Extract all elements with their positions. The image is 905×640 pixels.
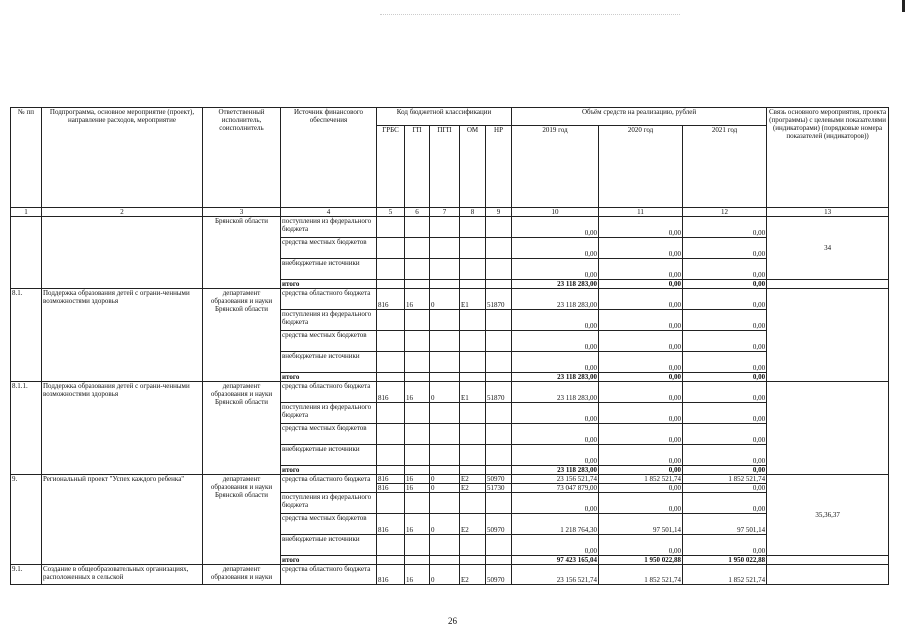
link-cell: 35,36,37: [767, 475, 889, 556]
code-grbs: 816: [377, 475, 405, 484]
total-cell: 23 118 283,00: [512, 466, 599, 475]
value-cell: 0,00: [683, 310, 767, 331]
total-cell: 0,00: [599, 466, 683, 475]
code-gp: 16: [405, 382, 430, 403]
table-row: [11, 565, 889, 585]
total-cell: 1 950 022,88: [599, 556, 683, 565]
header-source: Источник финансового обеспечения: [281, 108, 377, 208]
measure-name: Создание в общеобразовательных организациях, расположенных в сельской: [42, 565, 203, 585]
value-cell: 1 852 521,74: [599, 565, 683, 585]
code-grbs: 816: [377, 382, 405, 403]
code-pgp: 0: [430, 289, 460, 310]
value-cell: 0,00: [599, 352, 683, 373]
source-regional: средства областного бюджета: [281, 382, 377, 403]
code-grbs: 816: [377, 484, 405, 493]
value-cell: 1 218 764,30: [512, 514, 599, 535]
value-cell: 23 118 283,00: [512, 289, 599, 310]
header-np: НР: [486, 126, 512, 208]
code-np: 50970: [486, 514, 512, 535]
code-om: E1: [460, 382, 486, 403]
value-cell: 0,00: [599, 382, 683, 403]
source-local: средства местных бюджетов: [281, 514, 377, 535]
value-cell: 73 047 879,00: [512, 484, 599, 493]
header-num: № пп: [11, 108, 42, 208]
value-cell: 0,00: [512, 259, 599, 280]
measure-name: Поддержка образования детей с ограни-ченными возможностями здоровья: [42, 289, 203, 382]
executor-cell: департамент образования и науки: [203, 565, 281, 585]
value-cell: 0,00: [683, 289, 767, 310]
value-cell: 0,00: [683, 445, 767, 466]
value-cell: 0,00: [512, 403, 599, 424]
code-grbs: 816: [377, 565, 405, 585]
source-federal: поступления из федерального бюджета: [281, 403, 377, 424]
code-pgp: 0: [430, 475, 460, 484]
total-cell: 0,00: [683, 373, 767, 382]
value-cell: 0,00: [683, 493, 767, 514]
code-pgp: 0: [430, 565, 460, 585]
link-cell: 34: [767, 217, 889, 280]
code-gp: 16: [405, 484, 430, 493]
value-cell: 97 501,14: [599, 514, 683, 535]
total-cell: 23 118 283,00: [512, 373, 599, 382]
col-number: 9: [486, 208, 512, 217]
value-cell: 0,00: [683, 259, 767, 280]
code-om: E2: [460, 484, 486, 493]
value-cell: 0,00: [599, 217, 683, 238]
column-numbers-row: [11, 208, 889, 217]
table-row: [11, 217, 889, 238]
value-cell: 0,00: [683, 403, 767, 424]
total-cell: 0,00: [683, 466, 767, 475]
code-pgp: 0: [430, 382, 460, 403]
measure-name: Региональный проект "Успех каждого ребенка": [42, 475, 203, 565]
value-cell: 0,00: [599, 445, 683, 466]
header-om: ОМ: [460, 126, 486, 208]
header-volume: Объём средств на реализацию, рублей: [512, 108, 767, 126]
table-row: [11, 382, 889, 403]
value-cell: 0,00: [512, 535, 599, 556]
value-cell: 0,00: [599, 424, 683, 445]
col-number: 2: [42, 208, 203, 217]
col-number: 13: [767, 208, 889, 217]
source-total: итого: [281, 373, 377, 382]
value-cell: 0,00: [599, 403, 683, 424]
value-cell: 1 852 521,74: [599, 475, 683, 484]
measure-name: Поддержка образования детей с ограни-ченными возможностями здоровья: [42, 382, 203, 475]
row-number: 9.: [11, 475, 42, 565]
source-regional: средства областного бюджета: [281, 475, 377, 493]
header-code: Код бюджетной классификации: [377, 108, 512, 126]
code-np: 51870: [486, 289, 512, 310]
value-cell: 1 852 521,74: [683, 565, 767, 585]
value-cell: 0,00: [512, 424, 599, 445]
code-np: 51870: [486, 382, 512, 403]
source-regional: средства областного бюджета: [281, 565, 377, 585]
total-cell: 0,00: [599, 373, 683, 382]
code-gp: 16: [405, 514, 430, 535]
code-om: E2: [460, 514, 486, 535]
value-cell: 0,00: [599, 289, 683, 310]
value-cell: 0,00: [512, 493, 599, 514]
col-number: 7: [430, 208, 460, 217]
table-row: [11, 475, 889, 484]
executor-cell: департамент образования и науки Брянской области: [203, 289, 281, 382]
source-offbudget: внебюджетные источники: [281, 535, 377, 556]
source-offbudget: внебюджетные источники: [281, 259, 377, 280]
source-federal: поступления из федерального бюджета: [281, 217, 377, 238]
scan-artifact: [380, 14, 680, 17]
source-offbudget: внебюджетные источники: [281, 445, 377, 466]
page-number: 26: [448, 616, 457, 626]
value-cell: 0,00: [683, 484, 767, 493]
value-cell: 23 118 283,00: [512, 382, 599, 403]
col-number: 1: [11, 208, 42, 217]
col-number: 3: [203, 208, 281, 217]
total-cell: 0,00: [599, 280, 683, 289]
value-cell: 0,00: [683, 382, 767, 403]
value-cell: 0,00: [512, 445, 599, 466]
header-grbs: ГРБС: [377, 126, 405, 208]
col-number: 4: [281, 208, 377, 217]
code-np: 51730: [486, 484, 512, 493]
value-cell: 1 852 521,74: [683, 475, 767, 484]
value-cell: 0,00: [512, 352, 599, 373]
total-cell: 97 423 165,04: [512, 556, 599, 565]
header-program: Подпрограмма, основное мероприятие (проект), направление расходов, мероприятие: [42, 108, 203, 208]
header-pgp: ПГП: [430, 126, 460, 208]
value-cell: 0,00: [599, 259, 683, 280]
value-cell: 0,00: [683, 424, 767, 445]
value-cell: 0,00: [599, 331, 683, 352]
col-number: 8: [460, 208, 486, 217]
source-total: итого: [281, 556, 377, 565]
row-number: 8.1.1.: [11, 382, 42, 475]
source-offbudget: внебюджетные источники: [281, 352, 377, 373]
total-cell: 1 950 022,88: [683, 556, 767, 565]
executor-cell: департамент образования и науки Брянской области: [203, 382, 281, 475]
value-cell: 23 156 521,74: [512, 565, 599, 585]
source-local: средства местных бюджетов: [281, 424, 377, 445]
code-pgp: 0: [430, 484, 460, 493]
col-number: 5: [377, 208, 405, 217]
value-cell: 97 501,14: [683, 514, 767, 535]
value-cell: 0,00: [512, 310, 599, 331]
header-2020: 2020 год: [599, 126, 683, 208]
code-gp: 16: [405, 475, 430, 484]
source-federal: поступления из федерального бюджета: [281, 493, 377, 514]
value-cell: 23 156 521,74: [512, 475, 599, 484]
col-number: 6: [405, 208, 430, 217]
col-number: 10: [512, 208, 599, 217]
total-cell: 0,00: [683, 280, 767, 289]
value-cell: 0,00: [512, 217, 599, 238]
col-number: 12: [683, 208, 767, 217]
value-cell: 0,00: [599, 238, 683, 259]
source-total: итого: [281, 280, 377, 289]
code-np: 50970: [486, 475, 512, 484]
header-executor: Ответственный исполнитель, соисполнитель: [203, 108, 281, 208]
code-grbs: 816: [377, 289, 405, 310]
code-grbs: 816: [377, 514, 405, 535]
value-cell: 0,00: [512, 238, 599, 259]
code-gp: 16: [405, 565, 430, 585]
value-cell: 0,00: [683, 331, 767, 352]
executor-cell: Брянской области: [203, 217, 281, 289]
source-local: средства местных бюджетов: [281, 238, 377, 259]
row-number: 8.1.: [11, 289, 42, 382]
code-om: E2: [460, 565, 486, 585]
col-number: 11: [599, 208, 683, 217]
code-gp: 16: [405, 289, 430, 310]
value-cell: 0,00: [683, 535, 767, 556]
header-gp: ГП: [405, 126, 430, 208]
value-cell: 0,00: [599, 310, 683, 331]
value-cell: 0,00: [512, 331, 599, 352]
value-cell: 0,00: [683, 217, 767, 238]
value-cell: 0,00: [599, 493, 683, 514]
total-cell: 23 118 283,00: [512, 280, 599, 289]
source-regional: средства областного бюджета: [281, 289, 377, 310]
table-row: [11, 289, 889, 310]
value-cell: 0,00: [683, 352, 767, 373]
value-cell: 0,00: [599, 484, 683, 493]
source-federal: поступления из федерального бюджета: [281, 310, 377, 331]
code-pgp: 0: [430, 514, 460, 535]
header-2019: 2019 год: [512, 126, 599, 208]
executor-cell: департамент образования и науки Брянской области: [203, 475, 281, 565]
code-om: E1: [460, 289, 486, 310]
code-np: 50970: [486, 565, 512, 585]
value-cell: 0,00: [599, 535, 683, 556]
row-number: 9.1.: [11, 565, 42, 585]
header-2021: 2021 год: [683, 126, 767, 208]
code-om: E2: [460, 475, 486, 484]
source-total: итого: [281, 466, 377, 475]
header-link: Связь основного мероприятия, проекта (программы) с целевыми показателями (индикаторами) (порядковые номера показателей (индикаторов)): [767, 108, 889, 208]
budget-table: [10, 107, 889, 585]
source-local: средства местных бюджетов: [281, 331, 377, 352]
value-cell: 0,00: [683, 238, 767, 259]
header-row-1: [11, 108, 889, 126]
